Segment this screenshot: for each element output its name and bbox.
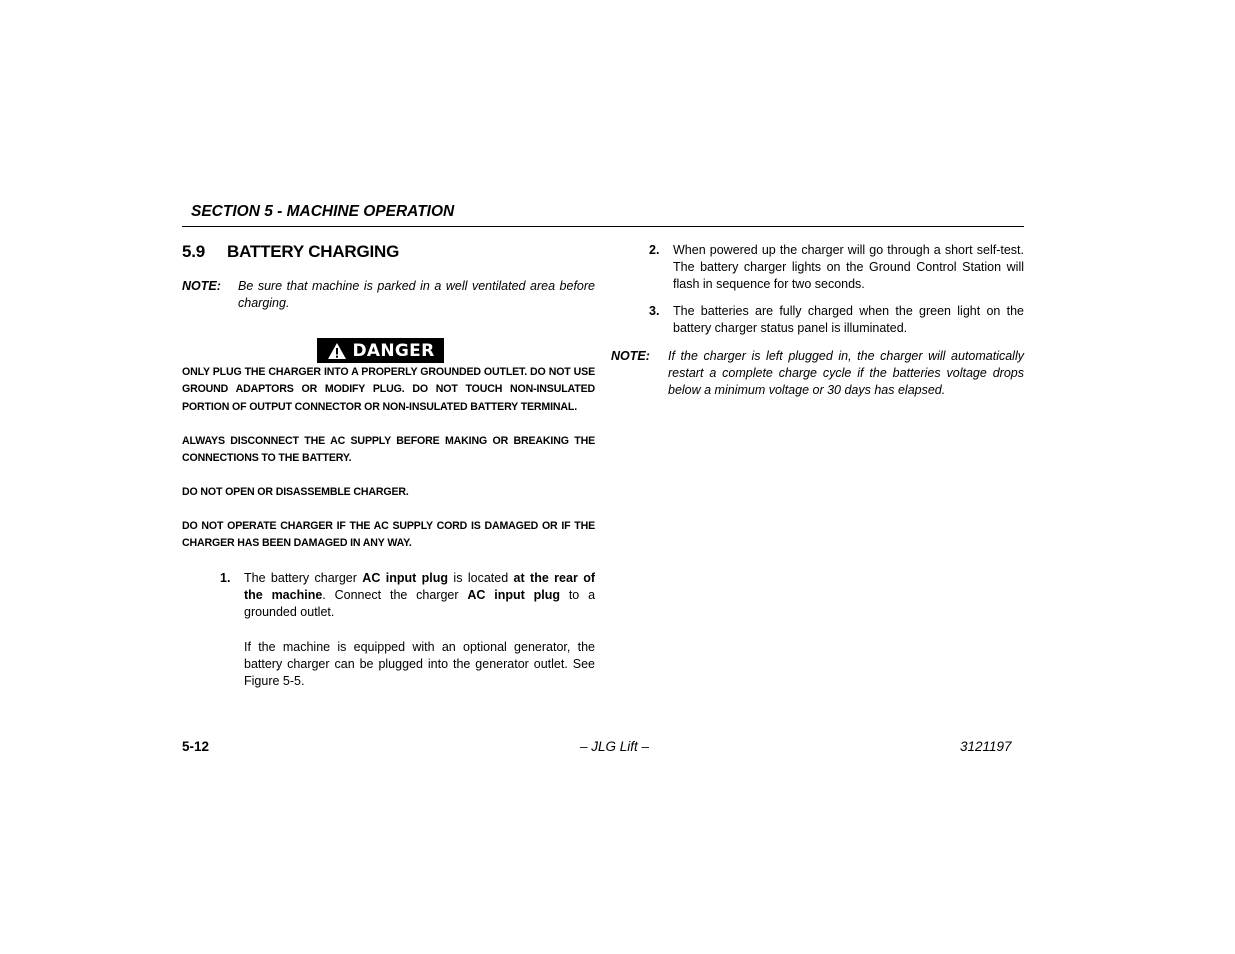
step-2 bbox=[649, 242, 1024, 294]
heading-title: BATTERY CHARGING bbox=[227, 242, 400, 261]
danger-badge bbox=[317, 338, 444, 363]
note-text: If the charger is left plugged in, the charger will automatically restart a complete charge cycle if the batteries voltage drops below a minimum voltage or 30 days has elapsed. bbox=[668, 349, 1024, 397]
note-charger-restart bbox=[611, 348, 1024, 399]
note-label: NOTE: bbox=[182, 279, 221, 293]
heading-number: 5.9 bbox=[182, 242, 206, 261]
section-header: SECTION 5 - MACHINE OPERATION bbox=[191, 203, 455, 220]
step-1-text: The battery charger AC input plug is located at the rear of the machine. Connect the charger AC input plug to a grounded outlet. bbox=[244, 571, 596, 620]
step-number: 2. bbox=[649, 243, 660, 257]
footer-brand: – JLG Lift – bbox=[580, 739, 650, 754]
step-number: 1. bbox=[220, 571, 231, 585]
step-2-text: When powered up the charger will go through a short self-test. The battery charger lights on the Ground Control Station will flash in sequence for two seconds. bbox=[673, 243, 1024, 292]
note-ventilation bbox=[182, 278, 595, 312]
header-rule bbox=[182, 226, 1024, 227]
note-text: Be sure that machine is parked in a well ventilated area before charging. bbox=[238, 279, 595, 310]
danger-paragraph-2: ALWAYS DISCONNECT THE AC SUPPLY BEFORE MAKING OR BREAKING THE CONNECTIONS TO THE BATTERY. bbox=[182, 435, 595, 465]
step-1-generator-text: If the machine is equipped with an optional generator, the battery charger can be plugged into the generator outlet. See Figure 5-5. bbox=[244, 639, 595, 689]
step-3 bbox=[649, 303, 1024, 337]
danger-paragraph-4: DO NOT OPERATE CHARGER IF THE AC SUPPLY CORD IS DAMAGED OR IF THE CHARGER HAS BEEN DAMAGED IN ANY WAY. bbox=[182, 520, 595, 550]
step-3-text: The batteries are fully charged when the green light on the battery charger status panel is illuminated. bbox=[673, 304, 1024, 336]
danger-paragraph-1: ONLY PLUG THE CHARGER INTO A PROPERLY GROUNDED OUTLET. DO NOT USE GROUND ADAPTORS OR MODIFY PLUG. DO NOT TOUCH NON-INSULATED PORTION OF OUTPUT CONNECTOR OR NON-INSULATED BATTERY TERMINAL. bbox=[182, 366, 595, 413]
step-1 bbox=[220, 570, 595, 690]
document-number: 3121197 bbox=[960, 739, 1012, 754]
section-heading bbox=[182, 242, 399, 262]
step-number: 3. bbox=[649, 304, 660, 318]
danger-paragraph-3: DO NOT OPEN OR DISASSEMBLE CHARGER. bbox=[182, 486, 409, 498]
danger-label: DANGER bbox=[352, 340, 435, 361]
warning-triangle-icon bbox=[327, 342, 347, 360]
page-number: 5-12 bbox=[182, 739, 210, 754]
note-label: NOTE: bbox=[611, 349, 650, 363]
